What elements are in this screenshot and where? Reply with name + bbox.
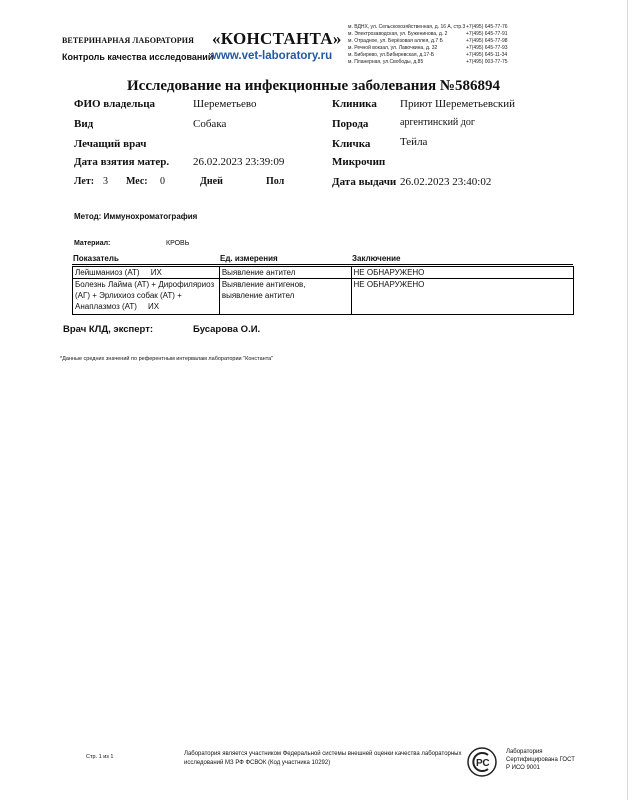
species-label: Вид [74, 118, 94, 130]
website-link[interactable]: www.vet-laboratory.ru [212, 50, 333, 62]
owner-label: ФИО владельца [74, 98, 156, 110]
clinic-label: Клиника [332, 98, 377, 110]
months-value: 0 [160, 176, 165, 187]
report-title: Исследование на инфекционные заболевания №586894 [127, 78, 500, 94]
table-row [73, 267, 574, 279]
indicator-cell: Лейшманиоз (АТ) ИХ [73, 267, 220, 279]
breed-label: Порода [332, 118, 369, 130]
table-row [73, 279, 574, 315]
nickname-label: Кличка [332, 138, 371, 150]
sample-date-label: Дата взятия матер. [74, 156, 170, 168]
sex-label: Пол [266, 176, 285, 187]
years-label: Лет: [74, 176, 95, 187]
unit-cell: Выявление антигенов, выявление антител [219, 279, 351, 315]
conclusion-cell: НЕ ОБНАРУЖЕНО [351, 279, 573, 315]
col-header-conclusion: Заключение [352, 254, 401, 263]
indicator-cell: Болезнь Лайма (АТ) + Дирофиляриоз (АГ) + Эрлихиоз собак (АТ) + Анаплазмоз (АТ) ИХ [73, 279, 220, 315]
phone-list [466, 24, 526, 66]
unit-cell: Выявление антител [219, 267, 351, 279]
address-list [348, 24, 466, 66]
address-line: м. ВДНХ, ул. Сельскохозяйственная, д. 16 А, стр.3 [348, 24, 466, 30]
nickname-value: Тейла [400, 136, 428, 148]
microchip-label: Микрочип [332, 156, 386, 168]
quality-control-label: Контроль качества исследований [62, 52, 214, 62]
col-header-unit: Ед. измерения [220, 254, 278, 263]
material-label: Материал: [74, 240, 111, 247]
address-line: м. Бибирево, ул.Бибиревская, д.17-Б [348, 52, 435, 58]
lab-brand: «КОНСТАНТА» [212, 29, 342, 48]
signature-label: Врач КЛД, эксперт: [63, 324, 154, 335]
clinic-value: Приют Шереметьевский [400, 98, 516, 110]
issue-date-value: 26.02.2023 23:40:02 [400, 176, 492, 188]
participation-note: Лаборатория является участником Федеральной системы внешней оценки качества лабораторных исследований МЗ РФ ФСВОК (Код участника 10292) [184, 751, 462, 766]
phone-line: +7(495) 645-77-98 [466, 38, 508, 44]
page-number: Стр. 1 из 1 [86, 754, 114, 760]
certification-text: Лаборатория Сертифицирована ГОСТ Р ИСО 9001 [506, 749, 575, 771]
days-label: Дней [200, 176, 223, 187]
phone-line: +7(495) 645-77-91 [466, 31, 508, 37]
owner-value: Шереметьево [193, 98, 257, 110]
lab-name: ВЕТЕРИНАРНАЯ ЛАБОРАТОРИЯ [62, 36, 194, 45]
years-value: 3 [103, 176, 108, 187]
phone-line: +7(495) 645-77-93 [466, 45, 508, 51]
issue-date-label: Дата выдачи [332, 176, 397, 188]
address-line: м. Электрозаводская, ул. Буженинова, д. 2 [348, 31, 448, 37]
phone-line: +7(495) 645-11-34 [466, 52, 508, 58]
doctor-label: Лечащий врач [74, 138, 147, 150]
conclusion-cell: НЕ ОБНАРУЖЕНО [351, 267, 573, 279]
months-label: Мес: [126, 176, 148, 187]
col-header-indicator: Показатель [73, 254, 119, 263]
address-line: м. Планерная, ул.Свободы, д.85 [348, 59, 424, 65]
cert-logo-letters: РС [476, 758, 490, 769]
results-table [72, 266, 574, 315]
signature-name: Бусарова О.И. [193, 324, 261, 335]
sample-date-value: 26.02.2023 23:39:09 [193, 156, 285, 168]
phone-line: +7(495) 645-77-76 [466, 24, 508, 30]
header-divider [72, 264, 573, 265]
species-value: Собака [193, 118, 227, 130]
address-line: м. Речной вокзал, ул. Лавочкина, д. 32 [348, 45, 438, 51]
method-text: Метод: Иммунохроматография [74, 212, 198, 221]
material-value: КРОВЬ [166, 240, 190, 247]
reference-note: *Данные средних значений по референтным интервалам лаборатории "Константа" [60, 356, 274, 362]
certification-logo-icon [466, 746, 498, 778]
phone-line: +7(495) 003-77-75 [466, 59, 508, 65]
breed-value: аргентинский дог [400, 117, 475, 128]
address-line: м. Отрадное, ул. Берёзовая аллея, д.7 Б [348, 38, 443, 44]
